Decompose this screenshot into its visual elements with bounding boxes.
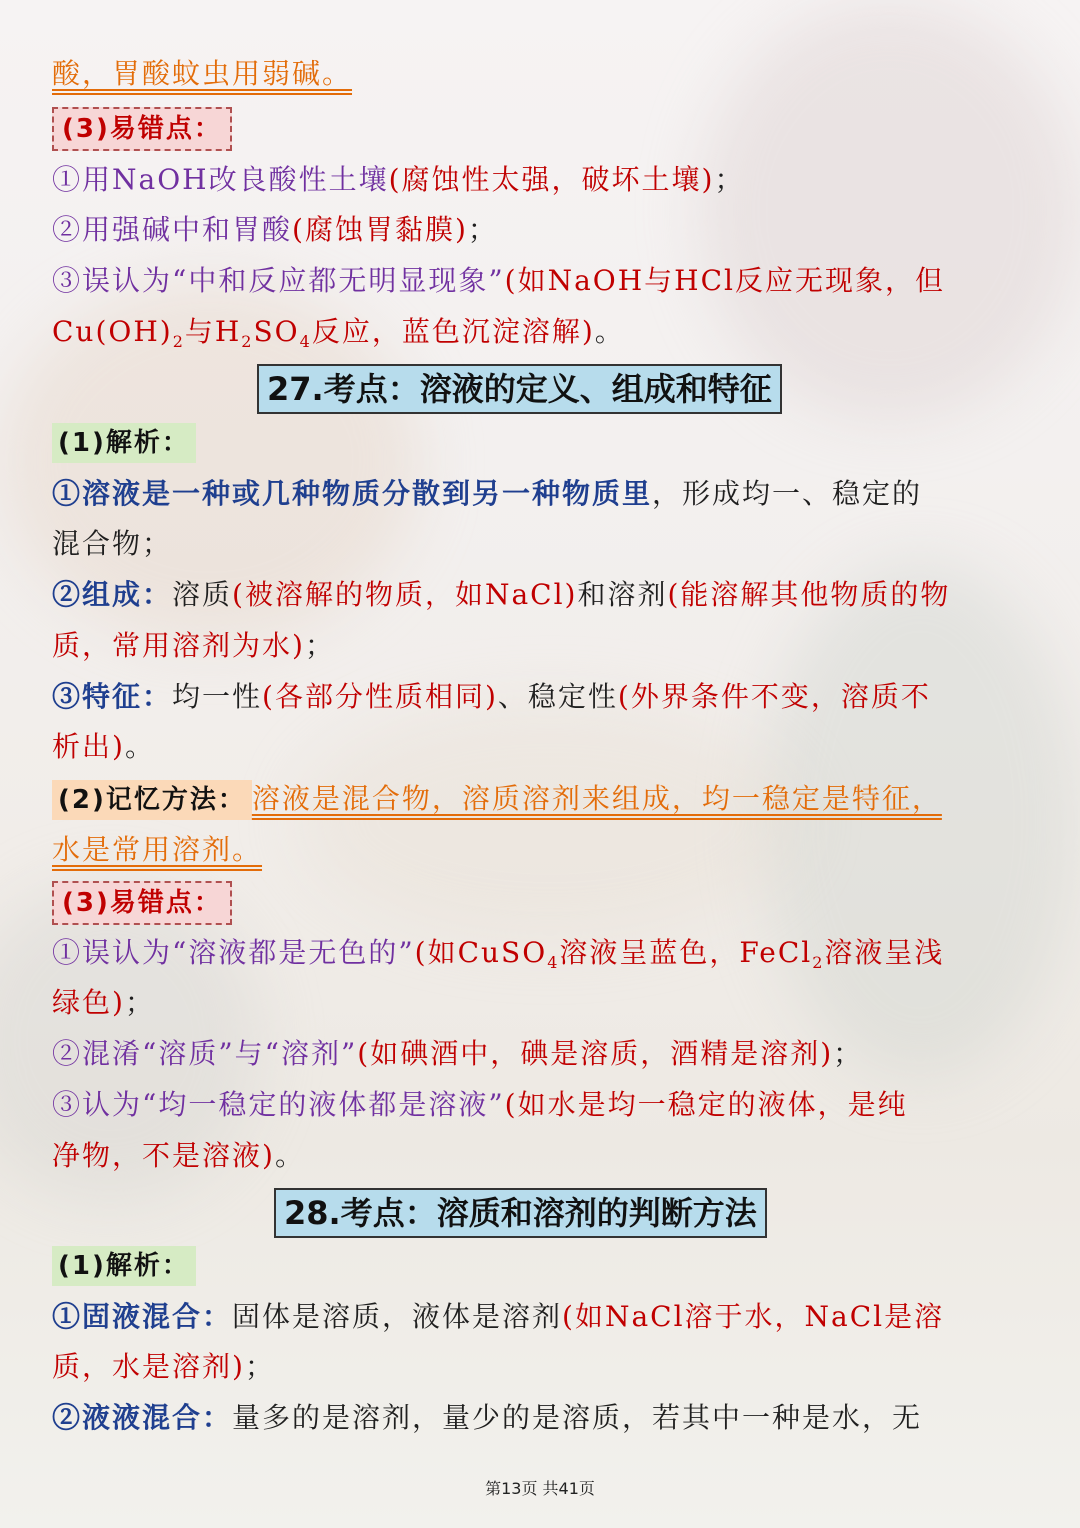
- analysis-item-continuation: 混合物；: [52, 527, 173, 560]
- page-number: 13: [501, 1479, 522, 1498]
- analysis-item: ②组成：溶质(被溶解的物质，如NaCl)和溶剂(能溶解其他物质的物: [52, 578, 951, 611]
- analysis-item: ①固液混合：固体是溶质，液体是溶剂(如NaCl溶于水，NaCl是溶: [52, 1300, 945, 1333]
- memory-label: (2)记忆方法：: [52, 780, 252, 820]
- analysis-item-continuation: 析出)。: [52, 730, 155, 763]
- analysis-label: (1)解析：: [52, 423, 196, 463]
- errors-label: (3)易错点：: [52, 881, 232, 925]
- error-item: ①用NaOH改良酸性土壤(腐蚀性太强，破坏土壤)；: [52, 163, 745, 196]
- page-footer: 第13页 共41页: [485, 1479, 595, 1498]
- analysis-item-continuation: 质，常用溶剂为水)；: [52, 629, 335, 662]
- memory-text-continuation: 酸，胃酸蚊虫用弱碱。: [52, 57, 353, 90]
- error-item: ③认为“均一稳定的液体都是溶液”(如水是均一稳定的液体，是纯: [52, 1088, 908, 1121]
- error-item-continuation: 净物，不是溶液)。: [52, 1139, 305, 1172]
- error-item: ①误认为“溶液都是无色的”(如CuSO$_4$溶液呈蓝色，FeCl$_2$溶液呈浅: [52, 936, 945, 972]
- section-heading-27: 27.考点：溶液的定义、组成和特征: [257, 364, 782, 414]
- total-pages: 41: [558, 1479, 579, 1498]
- analysis-item-continuation: 质，水是溶剂)；: [52, 1350, 275, 1383]
- analysis-label: (1)解析：: [52, 1246, 196, 1286]
- analysis-item: ②液液混合：量多的是溶剂，量少的是溶质，若其中一种是水，无: [52, 1401, 923, 1434]
- error-item: ③误认为“中和反应都无明显现象”(如NaOH与HCl反应无现象，但: [52, 264, 945, 297]
- error-item-continuation: $Cu(OH)_2$与$H_2SO_4$反应，蓝色沉淀溶解)。: [52, 315, 625, 351]
- analysis-item: ①溶液是一种或几种物质分散到另一种物质里，形成均一、稳定的: [52, 477, 923, 510]
- error-item: ②混淆“溶质”与“溶剂”(如碘酒中，碘是溶质，酒精是溶剂)；: [52, 1037, 864, 1070]
- section-heading-28: 28.考点：溶质和溶剂的判断方法: [274, 1188, 767, 1238]
- analysis-item: ③特征：均一性(各部分性质相同)、稳定性(外界条件不变，溶质不: [52, 680, 931, 713]
- error-item-continuation: 绿色)；: [52, 986, 155, 1019]
- memory-text-continuation: 水是常用溶剂。: [52, 833, 263, 866]
- errors-label: (3)易错点：: [52, 107, 232, 151]
- error-item: ②用强碱中和胃酸(腐蚀胃黏膜)；: [52, 213, 498, 246]
- memory-method: (2)记忆方法： 溶液是混合物，溶质溶剂来组成，均一稳定是特征，: [52, 779, 942, 820]
